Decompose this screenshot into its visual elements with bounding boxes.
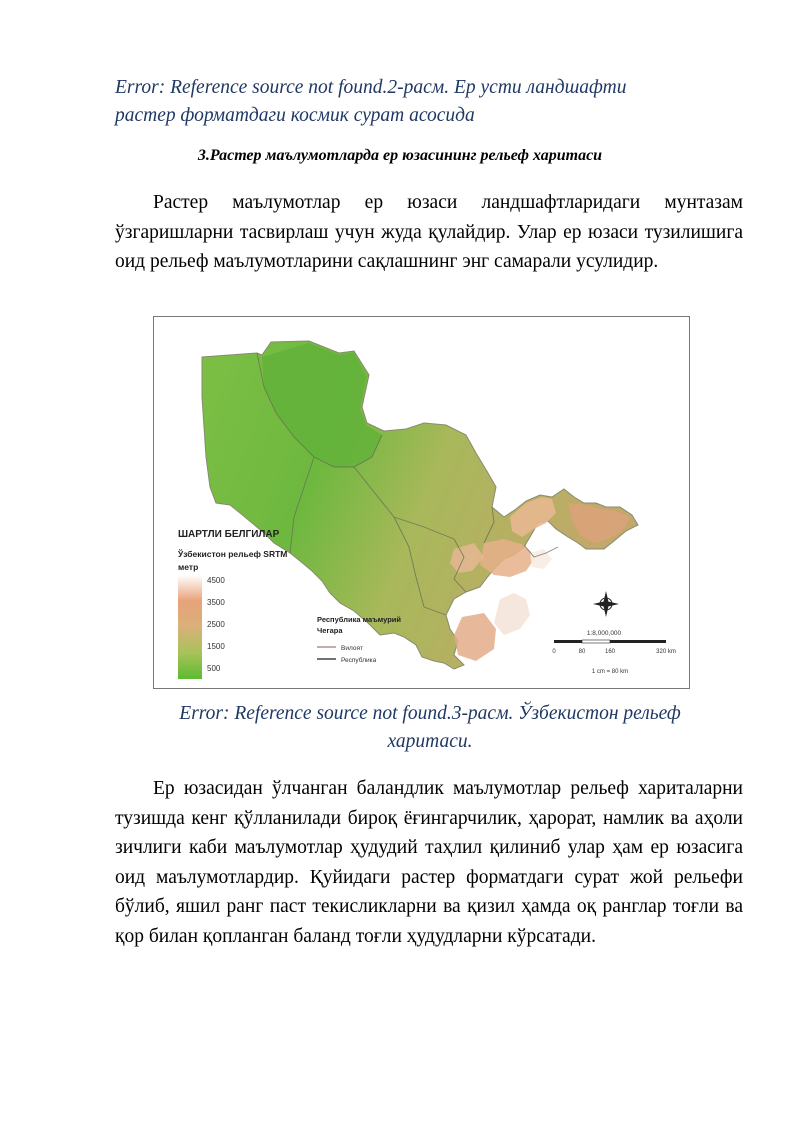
- relief-map-figure: [153, 316, 690, 689]
- boundary-region-label: Вилоят: [341, 645, 363, 652]
- scale-ratio: 1:8,000,000: [586, 630, 622, 637]
- figure-2-caption-line1: Error: Reference source not found.2-расм. Ер усти ландшафти: [115, 77, 627, 98]
- figure-2-caption: [115, 74, 695, 130]
- figure-2-caption-line2: растер форматдаги космик сурат асосида: [115, 105, 475, 126]
- boundaries-subtitle: Чегара: [317, 626, 343, 635]
- scalebar-label: 80: [578, 649, 586, 655]
- boundaries-title: Республика маъмурий: [317, 615, 402, 624]
- scale-tick: 500: [207, 664, 221, 673]
- paragraph-2: Ер юзасидан ўлчанган баландлик маълумотлар рельеф хариталарни тузишда кенг қўлланилади бироқ ёғингарчилик, ҳарорат, намлик ва аҳоли зичлиги каби маълумотлар ҳудудий таҳлил қилиниб улар ҳам ер юзасига оид маълумотлардир. Қуйидаги растер форматдаги сурат жой рельефи бўлиб, яшил ранг паст текисликларни ва қизил ҳамда оқ ранглар тоғли ва қор билан қопланган баланд тоғли ҳудудларни кўрсатади.: [115, 778, 743, 947]
- figure-3-caption: [115, 700, 745, 756]
- figure-3-caption-line2: харитаси.: [387, 731, 473, 752]
- scale-tick: 1500: [207, 642, 225, 651]
- scale-note: 1 cm = 80 km: [591, 669, 629, 675]
- scale-tick: 2500: [207, 620, 225, 629]
- paragraph-1: Растер маълумотлар ер юзаси ландшафтларидаги мунтазам ўзгаришларни тасвирлаш учун жуда қулайдир. Улар ер юзаси тузилишига оид рельеф маълумотларини сақлашнинг энг самарали усулидир.: [115, 192, 743, 273]
- scalebar-label: 160: [604, 649, 616, 655]
- scale-tick: 4500: [207, 576, 225, 585]
- figure-3-caption-line1: Error: Reference source not found.3-расм. Ўзбекистон рельеф: [179, 703, 681, 724]
- legend-unit: метр: [178, 562, 199, 572]
- scale-tick: 3500: [207, 598, 225, 607]
- scalebar-label: 320 km: [656, 649, 676, 655]
- scale-bar: [554, 640, 666, 643]
- boundary-republic-label: Республика: [341, 657, 377, 664]
- elevation-color-scale: [178, 575, 202, 679]
- scalebar-label: 0: [552, 649, 556, 655]
- relief-map: [154, 317, 689, 688]
- legend-subtitle: Ўзбекистон рельеф SRTM: [178, 549, 288, 559]
- section-heading: 3.Растер маълумотларда ер юзасининг рельеф харитаси: [197, 147, 603, 164]
- legend-title: ШАРТЛИ БЕЛГИЛАР: [178, 529, 280, 540]
- north-arrow-icon: [593, 591, 619, 617]
